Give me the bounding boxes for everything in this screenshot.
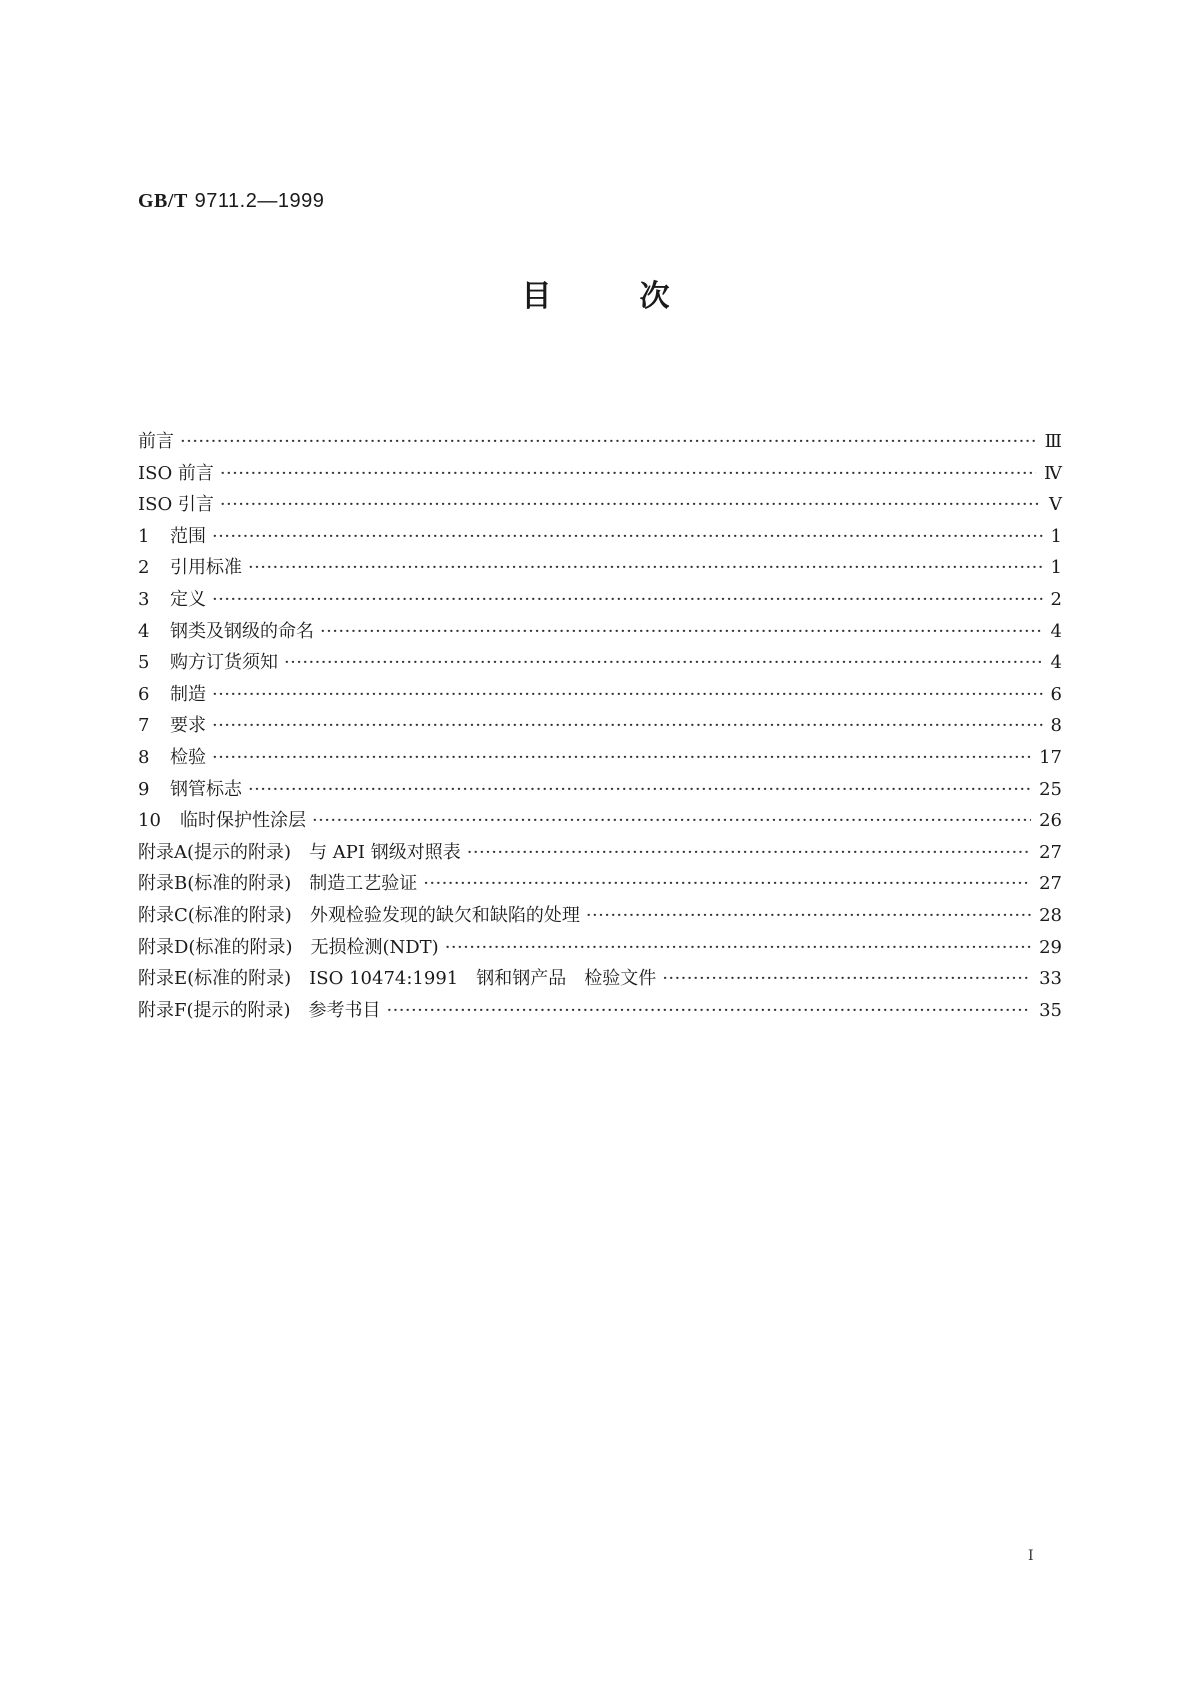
toc-entry[interactable] [138,584,1062,616]
standard-number: 9711.2—1999 [194,190,325,212]
toc-entry-number: 1 [138,525,150,547]
toc-entry-text: 前言 [138,431,174,452]
toc-entry-page: 1 [1050,525,1062,547]
toc-entry-page: 17 [1039,746,1062,768]
toc-entry-label [138,489,220,521]
toc-entry-text: 附录E(标准的附录) ISO 10474:1991 钢和钢产品 检验文件 [138,968,657,990]
toc-entry[interactable] [138,647,1062,679]
toc-entry-text: 钢类及钢级的命名 [170,620,314,642]
toc-entry-text: 定义 [170,588,206,610]
toc-entry-number: 2 [138,557,150,579]
toc-entry-number: 9 [138,778,150,800]
toc-entry-number: 8 [138,746,150,768]
toc-entry-label [138,805,312,837]
toc-entry-label [138,963,662,995]
toc-entry-page: Ⅳ [1044,462,1062,484]
toc-entry[interactable] [138,932,1062,964]
toc-leader-dots [312,805,1031,837]
toc-entry-text: 附录A(提示的附录) 与 API 钢级对照表 [138,841,461,863]
toc-entry-label [138,552,248,584]
toc-entry-number: 5 [138,652,150,674]
toc-entry-page: 1 [1050,557,1062,579]
toc-entry-page: 33 [1039,968,1062,990]
toc-entry[interactable] [138,774,1062,806]
toc-leader-dots [220,489,1041,521]
toc-entry-text: 范围 [170,525,206,547]
page-number: Ⅰ [1028,1548,1034,1564]
toc-leader-dots [212,521,1043,553]
toc-entry-page: 4 [1050,620,1062,642]
toc-entry[interactable] [138,552,1062,584]
toc-leader-dots [212,742,1031,774]
toc-entry-text: 附录F(提示的附录) 参考书目 [138,999,381,1021]
toc-entry-label [138,742,212,774]
toc-entry[interactable] [138,489,1062,521]
toc-entry-page: Ⅴ [1049,494,1062,516]
toc-entry-page: 28 [1039,904,1062,926]
toc-entry-text: 附录C(标准的附录) 外观检验发现的缺欠和缺陷的处理 [138,904,580,926]
toc-entry[interactable] [138,521,1062,553]
toc-entry-label [138,710,212,742]
toc-leader-dots [212,584,1043,616]
toc-entry-label [138,679,212,711]
toc-entry-label [138,426,180,458]
toc-leader-dots [586,900,1031,932]
toc-entry[interactable] [138,616,1062,648]
toc-entry-label [138,932,445,964]
toc-leader-dots [284,647,1043,679]
toc-entry-label [138,774,248,806]
toc-entry-label [138,458,220,490]
toc-leader-dots [467,837,1031,869]
toc-entry-number: 7 [138,715,150,737]
toc-entry-text: 附录D(标准的附录) 无损检测(NDT) [138,936,439,958]
toc-entry-page: 2 [1050,588,1062,610]
toc-entry[interactable] [138,710,1062,742]
toc-entry-text: 附录B(标准的附录) 制造工艺验证 [138,873,418,895]
toc-entry[interactable] [138,963,1062,995]
toc-entry-label [138,584,212,616]
toc-entry[interactable] [138,426,1062,458]
toc-leader-dots [423,868,1031,900]
toc-entry[interactable] [138,805,1062,837]
toc-entry-page: 26 [1039,810,1062,832]
toc-entry-number: 3 [138,588,150,610]
table-of-contents [138,426,1062,1026]
standard-prefix: GB/T [138,190,188,212]
toc-entry[interactable] [138,900,1062,932]
toc-leader-dots [445,932,1031,964]
toc-entry-label [138,995,387,1027]
toc-entry-number: 4 [138,620,150,642]
toc-entry-page: 27 [1039,873,1062,895]
toc-leader-dots [248,774,1031,806]
toc-entry-text: 引用标准 [170,557,242,579]
toc-entry-page: 8 [1050,715,1062,737]
toc-entry[interactable] [138,995,1062,1027]
toc-leader-dots [212,710,1043,742]
toc-entry-page: 6 [1050,683,1062,705]
toc-entry-text: 购方订货须知 [170,652,278,674]
toc-entry-page: 27 [1039,841,1062,863]
page-title: 目次 [521,279,758,314]
toc-entry-page: 25 [1039,778,1062,800]
toc-entry[interactable] [138,742,1062,774]
toc-entry-text: 检验 [170,746,206,768]
standard-code [138,188,324,213]
toc-entry-page: 35 [1039,999,1062,1021]
toc-leader-dots [180,426,1037,458]
toc-leader-dots [320,616,1043,648]
toc-leader-dots [387,995,1032,1027]
toc-entry-page: Ⅲ [1044,431,1062,452]
toc-entry-label [138,868,423,900]
toc-entry-label [138,837,467,869]
toc-leader-dots [248,552,1043,584]
toc-entry-label [138,900,586,932]
toc-entry-text: 临时保护性涂层 [180,810,306,832]
toc-entry-text: ISO 引言 [138,494,214,516]
toc-entry-text: 要求 [170,715,206,737]
toc-leader-dots [212,679,1043,711]
toc-entry-page: 4 [1050,652,1062,674]
toc-entry-text: 钢管标志 [170,778,242,800]
toc-entry-number: 6 [138,683,150,705]
toc-entry[interactable] [138,458,1062,490]
toc-leader-dots [662,963,1031,995]
toc-entry-page: 29 [1039,936,1062,958]
toc-entry-text: 制造 [170,683,206,705]
toc-entry-label [138,647,284,679]
toc-leader-dots [220,458,1036,490]
toc-entry-text: ISO 前言 [138,462,214,484]
toc-entry-label [138,616,320,648]
toc-entry[interactable] [138,868,1062,900]
toc-entry[interactable] [138,679,1062,711]
toc-entry-number: 10 [138,810,161,832]
toc-entry-label [138,521,212,553]
toc-entry[interactable] [138,837,1062,869]
